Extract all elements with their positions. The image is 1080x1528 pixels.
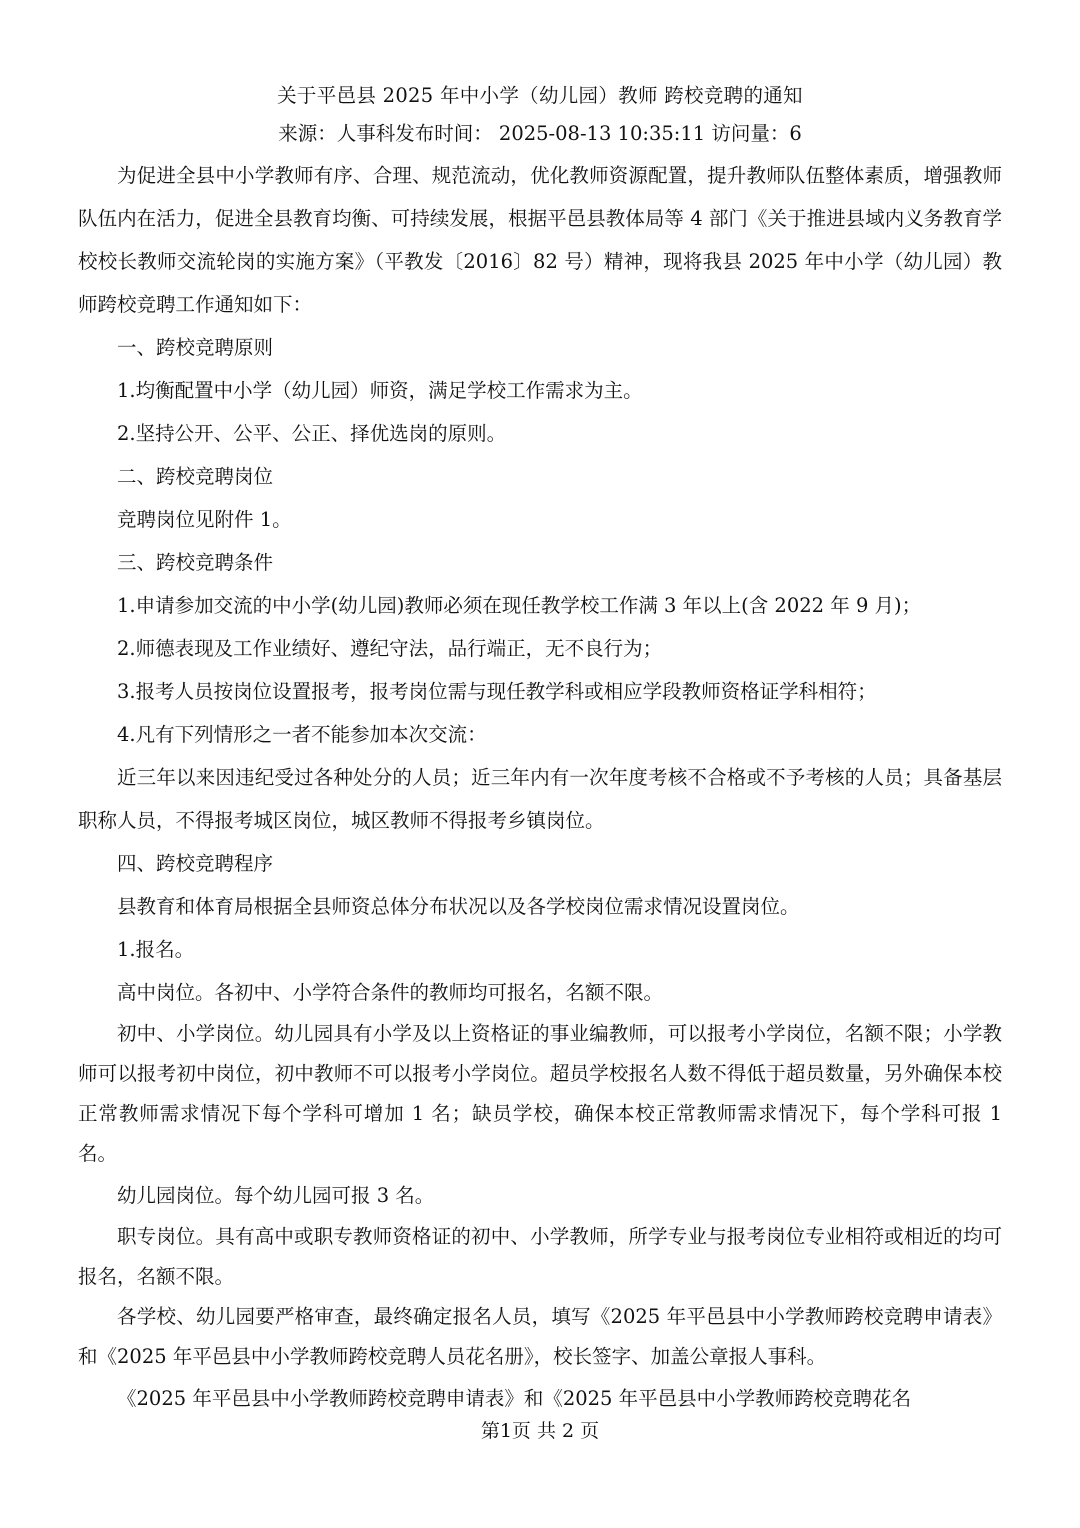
paragraph: 县教育和体育局根据全县师资总体分布状况以及各学校岗位需求情况设置岗位。 (117, 895, 800, 918)
paragraph: 1.申请参加交流的中小学(幼儿园)教师必须在现任教学校工作满 3 年以上(含 2022 年 9 月)； (117, 594, 922, 617)
paragraph: 高中岗位。各初中、小学符合条件的教师均可报名，名额不限。 (117, 981, 664, 1004)
paragraph: 2.坚持公开、公平、公正、择优选岗的原则。 (117, 422, 507, 445)
paragraph: 《2025 年平邑县中小学教师跨校竞聘申请表》和《2025 年平邑县中小学教师跨校竞聘花名 (117, 1387, 912, 1410)
paragraph: 4.凡有下列情形之一者不能参加本次交流： (117, 723, 487, 746)
paragraph: 职专岗位。具有高中或职专教师资格证的初中、小学教师，所学专业与报考岗位专业相符或相近的均可报名，名额不限。 (78, 1225, 1002, 1288)
paragraph: 各学校、幼儿园要严格审查，最终确定报名人员，填写《2025 年平邑县中小学教师跨校竞聘申请表》和《2025 年平邑县中小学教师跨校竞聘人员花名册》，校长签字、加盖公章报人事科。 (78, 1305, 1002, 1368)
paragraph: 1.报名。 (117, 938, 195, 961)
paragraph: 3.报考人员按岗位设置报考，报考岗位需与现任教学科或相应学段教师资格证学科相符； (117, 680, 877, 703)
document-meta: 来源：人事科发布时间： 2025-08-13 10:35:11 访问量：6 (278, 122, 802, 145)
paragraph: 1.均衡配置中小学（幼儿园）师资，满足学校工作需求为主。 (117, 379, 643, 402)
section-heading: 一、跨校竞聘原则 (117, 336, 274, 359)
page-number-footer: 第1页 共 2 页 (480, 1420, 600, 1442)
paragraph: 竞聘岗位见附件 1。 (117, 508, 292, 531)
paragraph: 近三年以来因违纪受过各种处分的人员；近三年内有一次年度考核不合格或不予考核的人员；具备基层职称人员，不得报考城区岗位，城区教师不得报考乡镇岗位。 (78, 766, 1002, 832)
section-heading: 四、跨校竞聘程序 (117, 852, 274, 875)
paragraph: 为促进全县中小学教师有序、合理、规范流动，优化教师资源配置，提升教师队伍整体素质，增强教师队伍内在活力，促进全县教育均衡、可持续发展，根据平邑县教体局等 4 部门《关于推进县域内义务教育学校校长教师交流轮岗的实施方案》（平教发〔2016〕82 号）精神，现将我县 2025 年中小学（幼儿园）教师跨校竞聘工作通知如下： (78, 164, 1002, 316)
paragraph: 幼儿园岗位。每个幼儿园可报 3 名。 (117, 1184, 435, 1207)
section-heading: 三、跨校竞聘条件 (117, 551, 274, 574)
paragraph: 2.师德表现及工作业绩好、遵纪守法，品行端正，无不良行为； (117, 637, 663, 660)
paragraph: 初中、小学岗位。幼儿园具有小学及以上资格证的事业编教师，可以报考小学岗位，名额不限；小学教师可以报考初中岗位，初中教师不可以报考小学岗位。超员学校报名人数不得低于超员数量，另外确保本校正常教师需求情况下每个学科可增加 1 名；缺员学校，确保本校正常教师需求情况下，每个学科可报 1 名。 (78, 1022, 1002, 1165)
document-title: 关于平邑县 2025 年中小学（幼儿园）教师 跨校竞聘的通知 (277, 84, 803, 107)
section-heading: 二、跨校竞聘岗位 (117, 465, 274, 488)
document-body (78, 154, 1002, 1420)
